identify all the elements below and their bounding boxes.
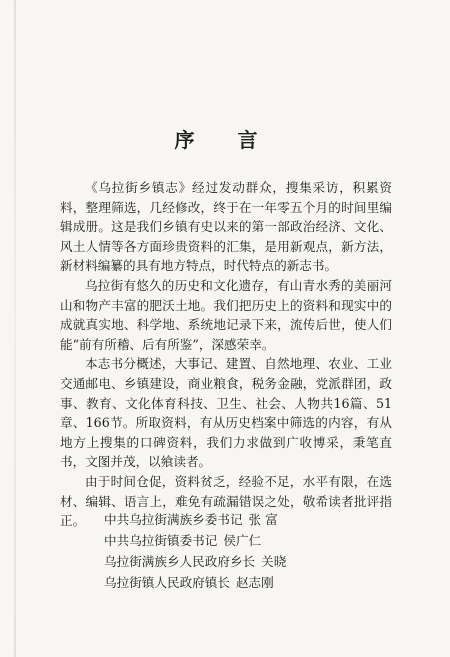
signature-name: 侯广仁 (223, 533, 262, 548)
page-title: 序 言 (174, 128, 276, 152)
signature-name: 张 富 (248, 512, 278, 527)
signature-row (104, 572, 364, 593)
paragraph-4: 由于时间仓促，资料贫乏，经验不足，水平有限，在选材、编辑、语言上，难免有疏漏错误之处，敬希读者批评指正。 (60, 473, 392, 529)
signature-org: 乌拉街镇人民政府镇长 (104, 575, 230, 590)
signature-org: 乌拉街满族乡人民政府乡长 (104, 554, 256, 569)
signature-org: 中共乌拉街镇委书记 (104, 533, 218, 548)
signature-row (104, 551, 364, 572)
paragraph-3: 本志书分概述，大事记、建置、自然地理、农业、工业交通邮电、乡镇建设，商业粮食，税务金融，党派群团，政事、教育、文化体育科技、卫生、社会、人物共16篇、51章、166节。所取资料，有从历史档案中筛选的内容，有从地方上搜集的口碑资料，我们力求做到广收博采，秉笔直书，文图并茂，以飨读者。 (60, 356, 392, 470)
signature-block (104, 509, 364, 593)
signature-name: 关晓 (261, 554, 287, 569)
signature-name: 赵志刚 (235, 575, 274, 590)
page-edge-shadow (14, 0, 16, 657)
signature-row (104, 509, 364, 530)
signature-row (104, 530, 364, 551)
paragraph-2: 乌拉街有悠久的历史和文化遗存，有山青水秀的美丽河山和物产丰富的肥沃土地。我们把历史上的资料和现实中的成就真实地、科学地、系统地记录下来，流传后世，使人们能“前有所稽、后有所鉴”，深感荣幸。 (60, 277, 392, 352)
paragraph-1: 《乌拉街乡镇志》经过发动群众，搜集采访，积累资料，整理筛选，几经修改，终于在一年零五个月的时间里编辑成册。这是我们乡镇有史以来的第一部政治经济、文化、风土人情等各方面珍贵资料的汇集，是用新观点，新方法，新材料编纂的具有地方特点，时代特点的新志书。 (60, 180, 392, 274)
signature-org: 中共乌拉街满族乡委书记 (104, 512, 243, 527)
preface-body (60, 178, 392, 531)
